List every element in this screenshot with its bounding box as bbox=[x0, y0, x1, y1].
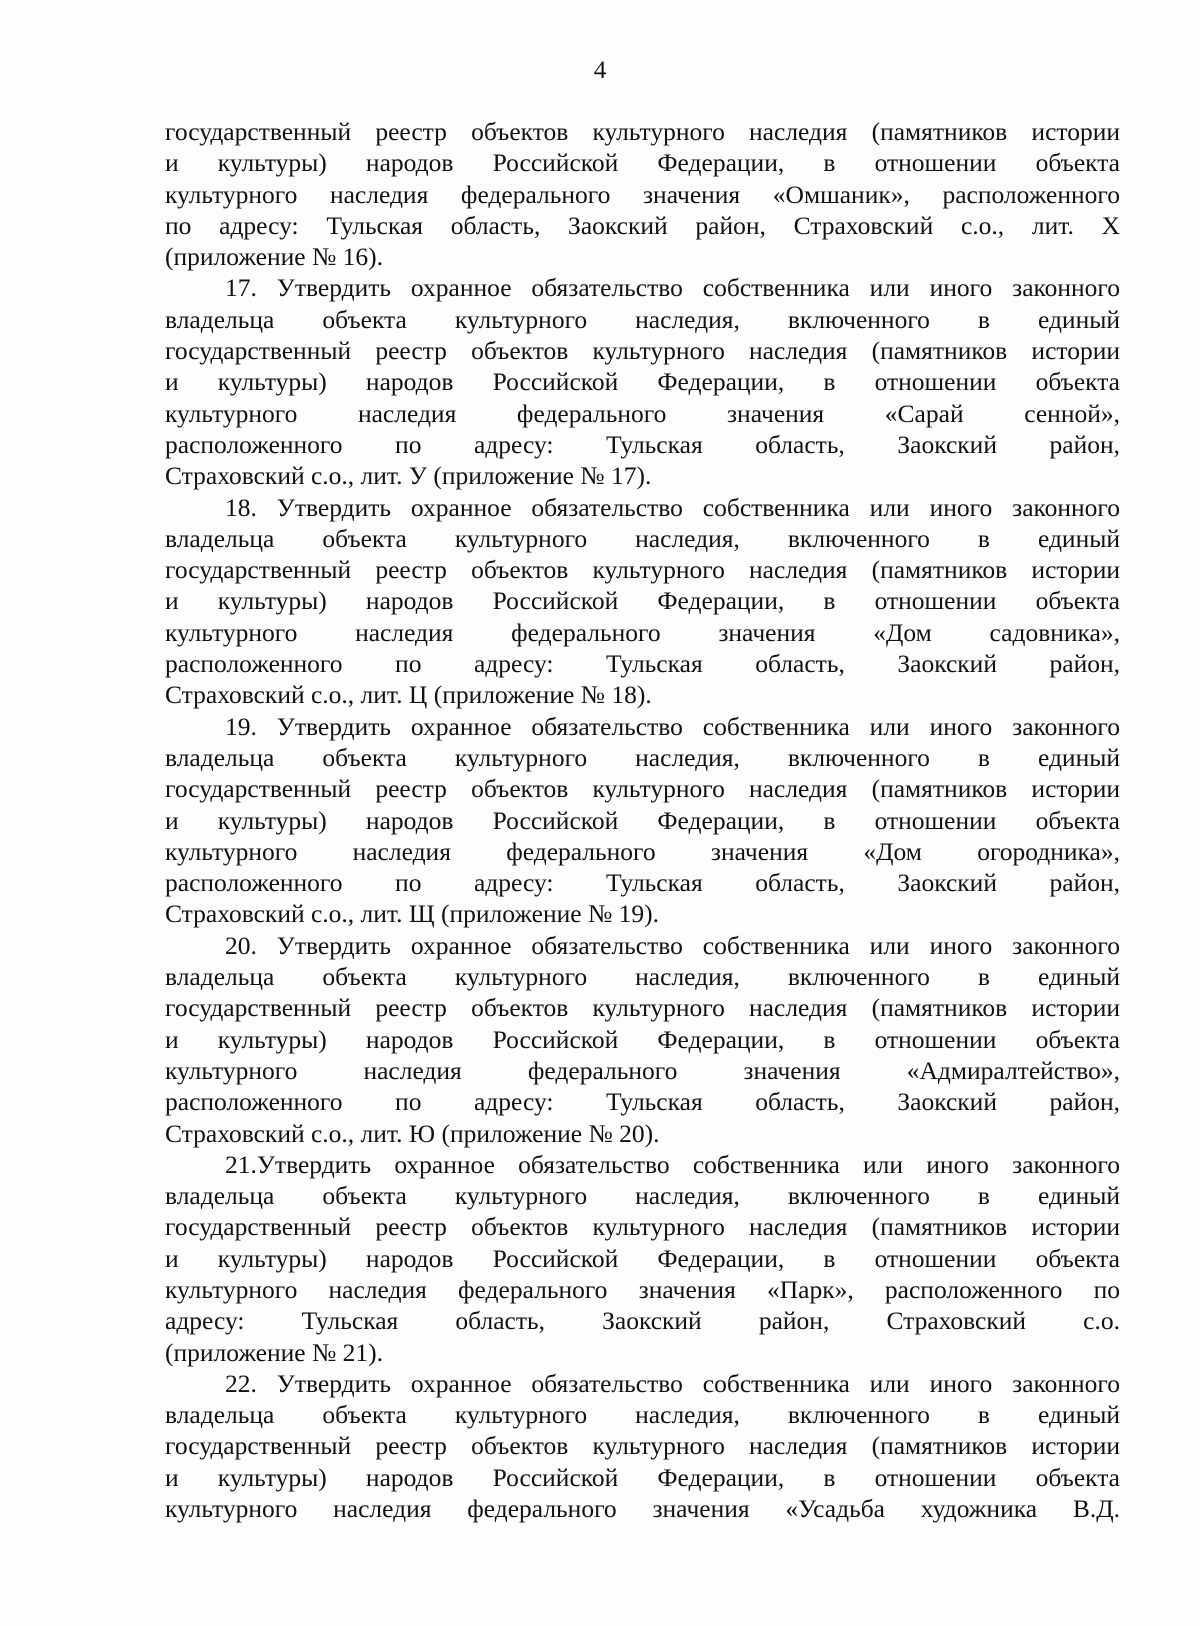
text-line: и культуры) народов Российской Федерации, в отношении объекта bbox=[165, 1243, 1120, 1273]
text-line: и культуры) народов Российской Федерации, в отношении объекта bbox=[165, 586, 1120, 616]
text-line: владельца объекта культурного наследия, включенного в единый bbox=[165, 1181, 1120, 1211]
paragraph-20 bbox=[165, 930, 1120, 1149]
text-line: государственный реестр объектов культурного наследия (памятников истории bbox=[165, 117, 1120, 146]
text-line: культурного наследия федерального значения «Сарай сенной», bbox=[165, 398, 1120, 428]
text-line: культурного наследия федерального значения «Парк», расположенного по bbox=[165, 1274, 1120, 1304]
paragraph-19 bbox=[165, 711, 1120, 930]
text-line: владельца объекта культурного наследия, включенного в единый bbox=[165, 962, 1120, 992]
text-line: 22. Утвердить охранное обязательство собственника или иного законного bbox=[225, 1368, 1120, 1398]
text-line: 20. Утвердить охранное обязательство собственника или иного законного bbox=[225, 930, 1120, 960]
text-line: владельца объекта культурного наследия, включенного в единый bbox=[165, 1400, 1120, 1430]
text-line: культурного наследия федерального значения «Дом огородника», bbox=[165, 836, 1120, 866]
text-line: культурного наследия федерального значения «Дом садовника», bbox=[165, 617, 1120, 647]
text-line: культурного наследия федерального значения «Омшаник», расположенного bbox=[165, 179, 1120, 209]
text-line: владельца объекта культурного наследия, включенного в единый bbox=[165, 523, 1120, 553]
document-body bbox=[165, 116, 1120, 1524]
paragraph-16-continuation bbox=[165, 116, 1120, 272]
text-line: 21.Утвердить охранное обязательство собственника или иного законного bbox=[225, 1149, 1120, 1179]
text-line: и культуры) народов Российской Федерации, в отношении объекта bbox=[165, 148, 1120, 178]
text-line: культурного наследия федерального значения «Усадьба художника В.Д. bbox=[165, 1494, 1120, 1524]
text-line: 17. Утвердить охранное обязательство собственника или иного законного bbox=[225, 273, 1120, 303]
text-line: государственный реестр объектов культурного наследия (памятников истории bbox=[165, 555, 1120, 585]
text-line: расположенного по адресу: Тульская область, Заокский район, bbox=[165, 649, 1120, 679]
text-line: Страховский с.о., лит. Ц (приложение № 18). bbox=[165, 680, 652, 710]
text-line: расположенного по адресу: Тульская область, Заокский район, bbox=[165, 1087, 1120, 1117]
text-line: владельца объекта культурного наследия, включенного в единый bbox=[165, 742, 1120, 772]
page-number: 4 bbox=[593, 57, 607, 84]
text-line: адресу: Тульская область, Заокский район, Страховский с.о. bbox=[165, 1306, 1120, 1336]
text-line: расположенного по адресу: Тульская область, Заокский район, bbox=[165, 429, 1120, 459]
text-line: 18. Утвердить охранное обязательство собственника или иного законного bbox=[225, 492, 1120, 522]
text-line: (приложение № 16). bbox=[165, 242, 384, 272]
text-line: по адресу: Тульская область, Заокский район, Страховский с.о., лит. Х bbox=[165, 210, 1120, 240]
text-line: государственный реестр объектов культурного наследия (памятников истории bbox=[165, 993, 1120, 1023]
text-line: 19. Утвердить охранное обязательство собственника или иного законного bbox=[225, 711, 1120, 741]
text-line: и культуры) народов Российской Федерации, в отношении объекта bbox=[165, 805, 1120, 835]
text-line: государственный реестр объектов культурного наследия (памятников истории bbox=[165, 336, 1120, 366]
text-line: Страховский с.о., лит. У (приложение № 17). bbox=[165, 461, 652, 491]
paragraph-21 bbox=[165, 1149, 1120, 1368]
text-line: Страховский с.о., лит. Ю (приложение № 20). bbox=[165, 1118, 660, 1148]
text-line: государственный реестр объектов культурного наследия (памятников истории bbox=[165, 774, 1120, 804]
text-line: и культуры) народов Российской Федерации, в отношении объекта bbox=[165, 367, 1120, 397]
paragraph-17 bbox=[165, 272, 1120, 491]
text-line: и культуры) народов Российской Федерации, в отношении объекта bbox=[165, 1024, 1120, 1054]
paragraph-22 bbox=[165, 1368, 1120, 1524]
text-line: государственный реестр объектов культурного наследия (памятников истории bbox=[165, 1212, 1120, 1242]
text-line: Страховский с.о., лит. Щ (приложение № 19). bbox=[165, 899, 660, 929]
text-line: и культуры) народов Российской Федерации, в отношении объекта bbox=[165, 1462, 1120, 1492]
text-line: владельца объекта культурного наследия, включенного в единый bbox=[165, 304, 1120, 334]
paragraph-18 bbox=[165, 492, 1120, 711]
text-line: (приложение № 21). bbox=[165, 1337, 384, 1367]
text-line: государственный реестр объектов культурного наследия (памятников истории bbox=[165, 1431, 1120, 1461]
text-line: расположенного по адресу: Тульская область, Заокский район, bbox=[165, 868, 1120, 898]
text-line: культурного наследия федерального значения «Адмиралтейство», bbox=[165, 1055, 1120, 1085]
